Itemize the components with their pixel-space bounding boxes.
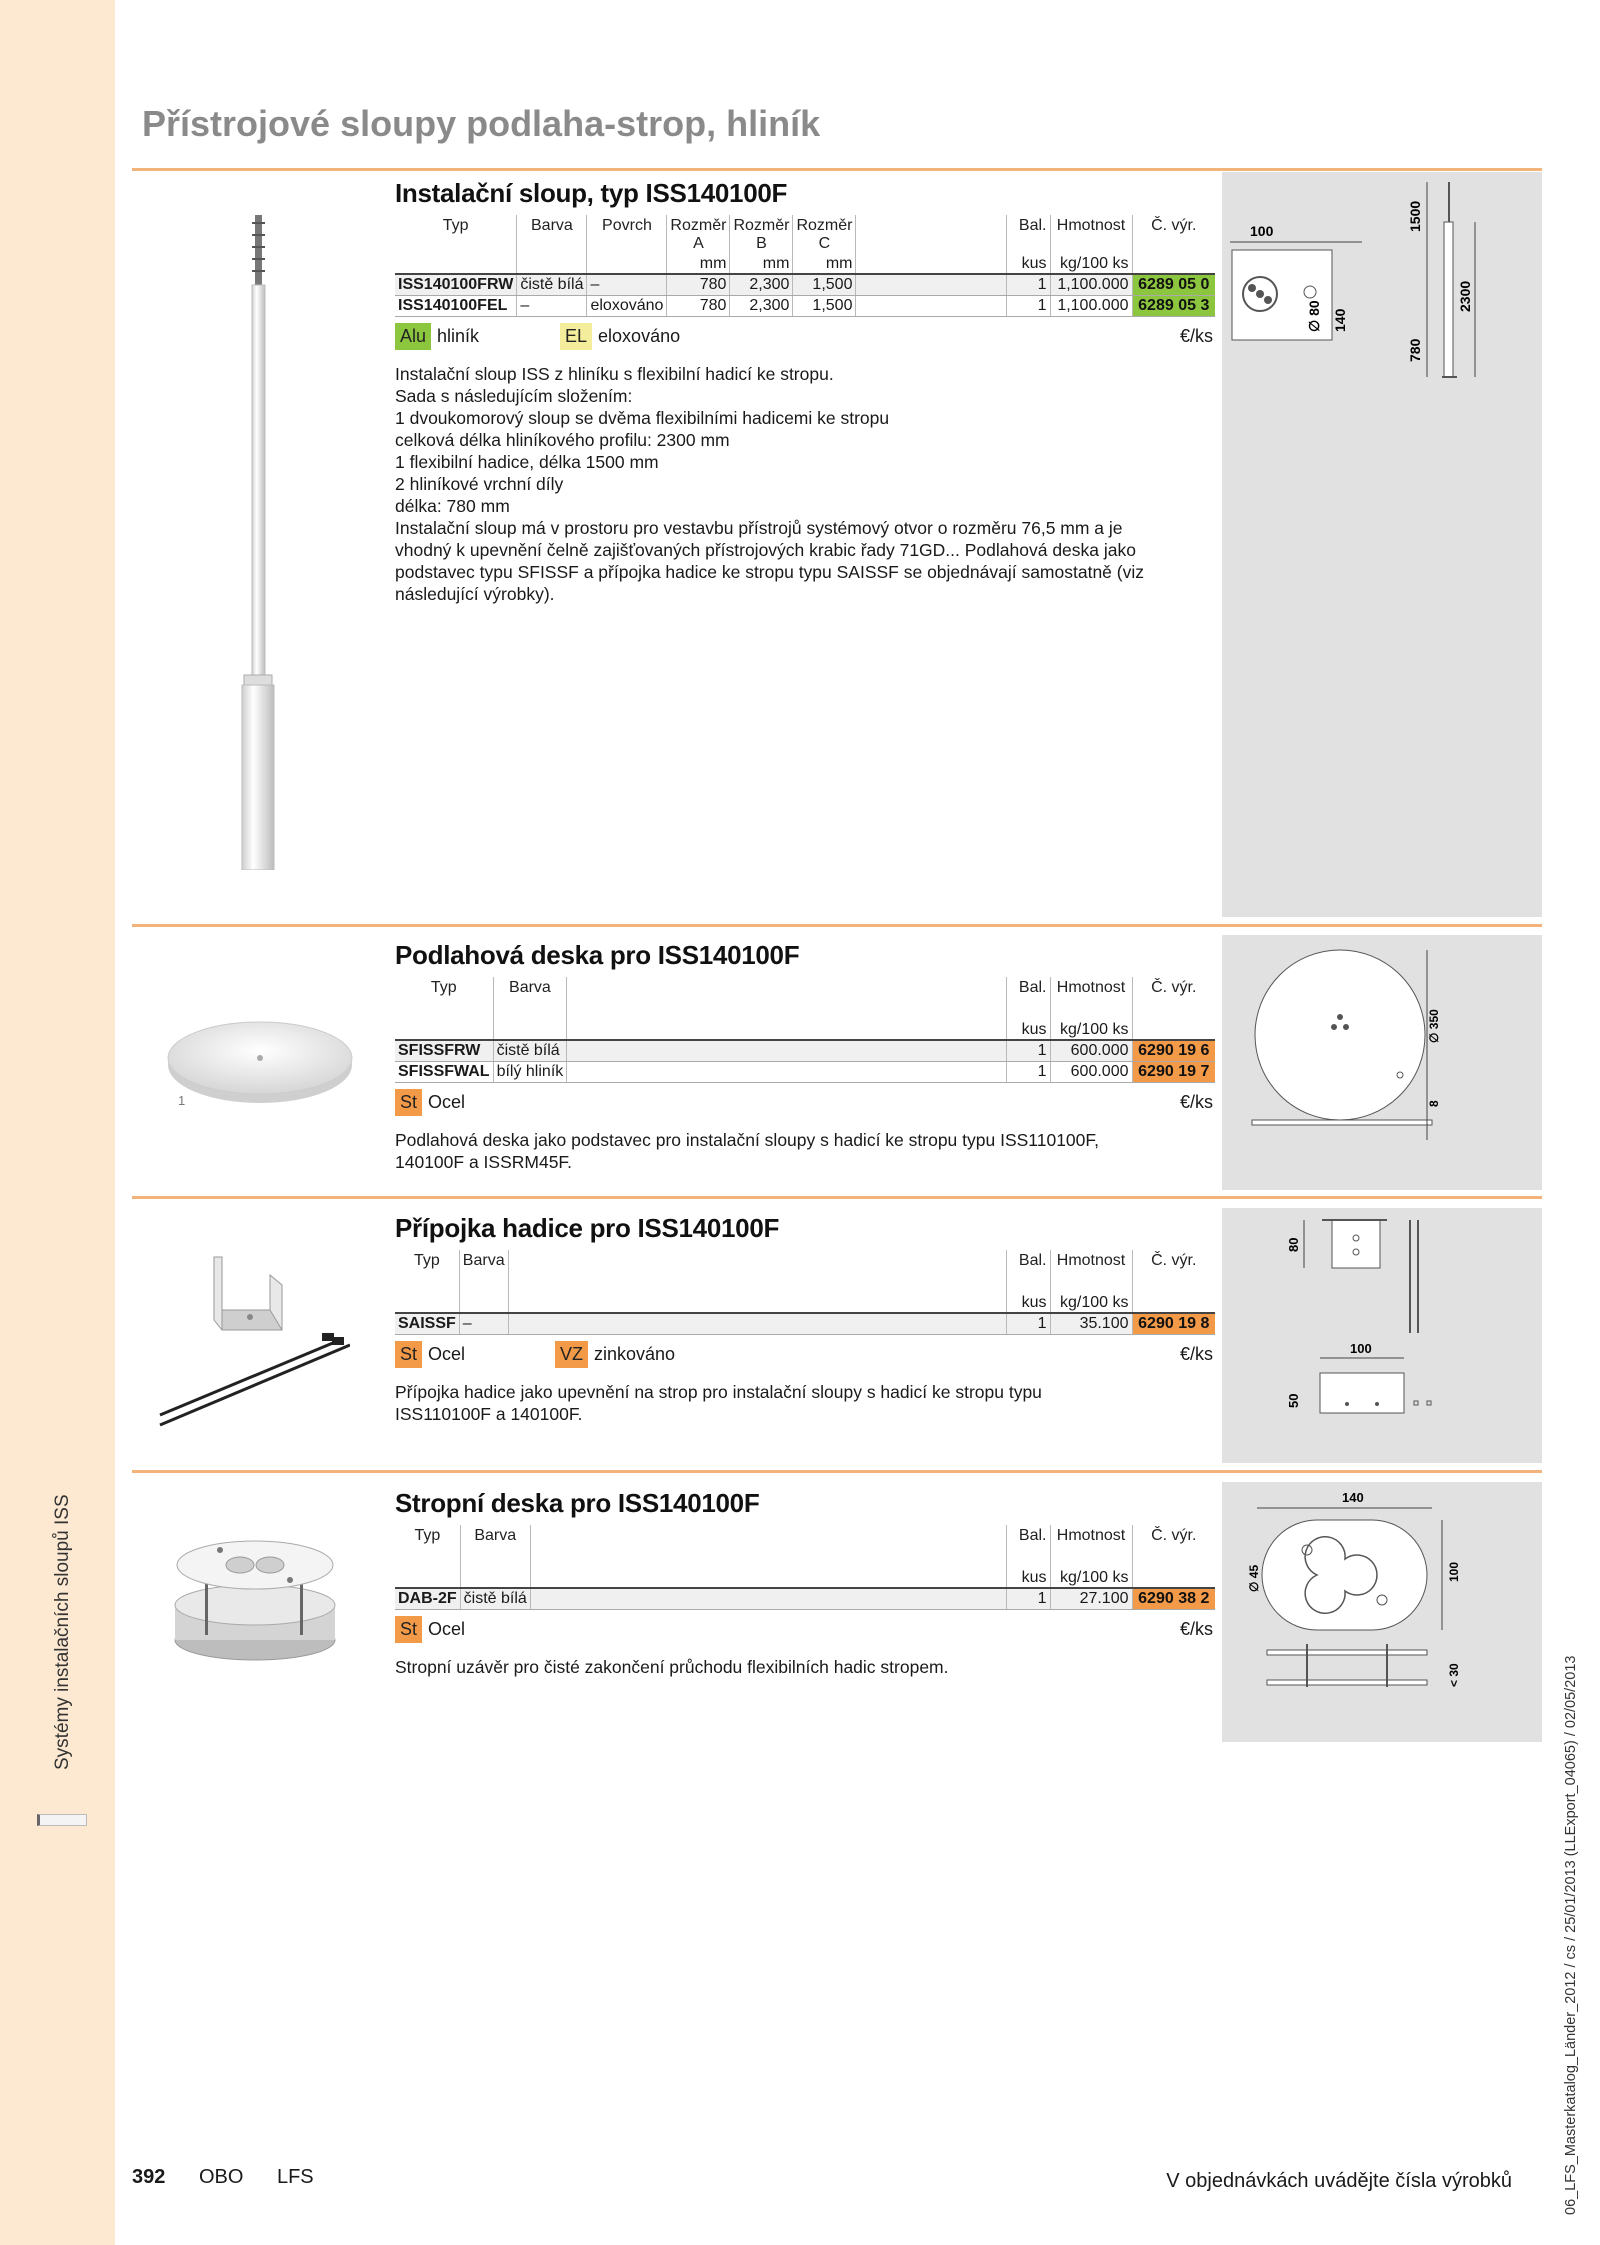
product-title: Stropní deska pro ISS140100F: [395, 1488, 760, 1518]
cell-hmotnost: 27.100: [1050, 1588, 1132, 1609]
col-header-typ: Typ: [395, 1525, 460, 1569]
dim-label: ∅ 80: [1306, 300, 1322, 332]
cell-c: 1,500: [793, 295, 856, 316]
cell-article-number: 6289 05 3: [1132, 295, 1215, 316]
cell-povrch: eloxováno: [587, 295, 667, 316]
cell-typ: SFISSFWAL: [395, 1061, 493, 1082]
col-header-povrch: Povrch: [587, 215, 667, 255]
material-badge: EL: [560, 323, 592, 350]
col-header-typ: Typ: [395, 215, 517, 255]
material-row: [395, 1341, 1215, 1375]
cell-typ: SAISSF: [395, 1313, 459, 1334]
dim-label: 100: [1350, 1341, 1372, 1356]
col-header-barva: Barva: [493, 977, 567, 1021]
material-row: [395, 323, 1215, 357]
side-strip: [0, 0, 115, 2245]
material-st: [395, 1616, 465, 1643]
dimension-drawing-floor-plate: [1222, 935, 1542, 1190]
dimension-drawing-ceiling-plate: [1222, 1482, 1542, 1742]
material-badge: Alu: [395, 323, 431, 350]
col-header-typ: Typ: [395, 977, 493, 1021]
cell-typ: SFISSFRW: [395, 1040, 493, 1061]
cell-barva: –: [517, 295, 587, 316]
col-header-bal: Bal.: [1006, 1250, 1050, 1294]
product-section-dab-2f: [395, 1488, 1215, 1678]
page-number: 392: [132, 2166, 166, 2188]
section-divider: [132, 168, 1542, 171]
product-spec-table: [395, 977, 1215, 1083]
cell-hmotnost: 35.100: [1050, 1313, 1132, 1334]
cell-article-number: 6290 19 8: [1132, 1313, 1215, 1334]
dim-label: 80: [1286, 1237, 1301, 1252]
cell-barva: čistě bílá: [517, 274, 587, 295]
cell-hmotnost: 600.000: [1050, 1040, 1132, 1061]
unit-bal: kus: [1006, 1021, 1050, 1040]
cell-bal: 1: [1006, 274, 1050, 295]
dimension-drawing-hose-connector: [1222, 1208, 1542, 1463]
material-row: [395, 1089, 1215, 1123]
material-name: Ocel: [428, 1091, 466, 1112]
footer-note: V objednávkách uvádějte čísla výrobků: [1166, 2170, 1512, 2192]
col-header-hmotnost: Hmotnost: [1050, 977, 1132, 1021]
ceiling-plate-photo: [160, 1535, 350, 1665]
footer-brand: OBO: [198, 2166, 244, 2188]
cell-article-number: 6290 19 6: [1132, 1040, 1215, 1061]
table-row: [395, 1061, 1215, 1082]
col-header-barva: Barva: [460, 1525, 530, 1569]
price-unit: €/ks: [1179, 1091, 1213, 1112]
col-header-hmotnost: Hmotnost: [1050, 215, 1132, 255]
unit-a: mm: [667, 255, 730, 274]
col-header-hmotnost: Hmotnost: [1050, 1250, 1132, 1294]
dim-label: < 30: [1447, 1663, 1461, 1687]
table-row: [395, 1588, 1215, 1609]
cell-article-number: 6289 05 0: [1132, 274, 1215, 295]
cell-povrch: –: [587, 274, 667, 295]
dim-label: 2300: [1457, 280, 1473, 312]
cell-bal: 1: [1006, 1313, 1050, 1334]
cell-a: 780: [667, 295, 730, 316]
table-row: [395, 274, 1215, 295]
material-badge: St: [395, 1089, 422, 1116]
column-thumbnail-icon: [37, 1814, 87, 1826]
col-header-cvyr: Č. výr.: [1151, 1252, 1197, 1269]
material-badge: VZ: [555, 1341, 588, 1368]
product-description: Stropní uzávěr pro čisté zakončení průchodu flexibilních hadic stropem.: [395, 1656, 949, 1677]
material-st: [395, 1341, 465, 1368]
dim-label: 50: [1286, 1393, 1301, 1408]
product-section-iss140100f: [395, 178, 1215, 605]
price-unit: €/ks: [1179, 1343, 1213, 1364]
material-name: Ocel: [428, 1343, 466, 1364]
column-photo: [222, 215, 292, 870]
product-title: Instalační sloup, typ ISS140100F: [395, 178, 788, 208]
page-code: 06_LFS_Masterkatalog_Länder_2012 / cs / 25/01/2013 (LLExport_04065) / 02/05/2013: [1563, 1655, 1579, 2215]
material-badge: St: [395, 1616, 422, 1643]
unit-bal: kus: [1006, 1294, 1050, 1313]
unit-hmotnost: kg/100 ks: [1050, 255, 1132, 274]
cell-c: 1,500: [793, 274, 856, 295]
unit-hmotnost: kg/100 ks: [1050, 1294, 1132, 1313]
product-title: Přípojka hadice pro ISS140100F: [395, 1213, 780, 1243]
cell-a: 780: [667, 274, 730, 295]
dimension-drawing-column: [1222, 172, 1542, 917]
unit-bal: kus: [1006, 1569, 1050, 1588]
cell-barva: –: [459, 1313, 508, 1334]
material-name: hliník: [437, 325, 480, 346]
cell-article-number: 6290 38 2: [1132, 1588, 1215, 1609]
col-header-bal: Bal.: [1006, 1525, 1050, 1569]
cell-hmotnost: 600.000: [1050, 1061, 1132, 1082]
cell-barva: bílý hliník: [493, 1061, 567, 1082]
product-section-sfissf: [395, 940, 1215, 1173]
product-description: Přípojka hadice jako upevnění na strop pro instalační sloupy s hadicí ke stropu typu ISS110100F a 140100F.: [395, 1381, 1042, 1424]
cell-bal: 1: [1006, 1061, 1050, 1082]
table-row: [395, 1313, 1215, 1334]
dim-label: 780: [1407, 338, 1423, 362]
cell-bal: 1: [1006, 295, 1050, 316]
material-el: [560, 323, 680, 350]
table-row: [395, 1040, 1215, 1061]
cell-typ: ISS140100FEL: [395, 295, 517, 316]
section-divider: [132, 1196, 1542, 1199]
material-name: Ocel: [428, 1618, 466, 1639]
col-header-typ: Typ: [395, 1250, 459, 1294]
table-row: [395, 295, 1215, 316]
footer-left: [132, 2166, 342, 2189]
col-header-b: Rozměr B: [730, 215, 793, 255]
cell-barva: čistě bílá: [493, 1040, 567, 1061]
material-name: eloxováno: [598, 325, 681, 346]
dim-label: ∅ 350: [1427, 1009, 1441, 1043]
dim-label: 8: [1427, 1100, 1441, 1107]
page-title: Přístrojové sloupy podlaha-strop, hliník: [142, 103, 821, 144]
price-unit: €/ks: [1179, 325, 1213, 346]
material-vz: [555, 1341, 675, 1368]
cell-typ: ISS140100FRW: [395, 274, 517, 295]
product-title: Podlahová deska pro ISS140100F: [395, 940, 800, 970]
sidebar-label: Systémy instalačních sloupů ISS: [52, 1494, 73, 1770]
hose-connector-photo: [150, 1245, 350, 1435]
dim-label: 140: [1332, 308, 1348, 332]
cell-b: 2,300: [730, 295, 793, 316]
product-spec-table: [395, 1525, 1215, 1610]
section-divider: [132, 1470, 1542, 1473]
cell-typ: DAB-2F: [395, 1588, 460, 1609]
col-header-hmotnost: Hmotnost: [1050, 1525, 1132, 1569]
dim-label: 100: [1250, 223, 1274, 239]
material-alu: [395, 323, 479, 350]
material-row: [395, 1616, 1215, 1650]
cell-b: 2,300: [730, 274, 793, 295]
product-section-saissf: [395, 1213, 1215, 1425]
price-unit: €/ks: [1179, 1618, 1213, 1639]
cell-hmotnost: 1,100.000: [1050, 274, 1132, 295]
product-spec-table: [395, 215, 1215, 317]
col-header-cvyr: Č. výr.: [1151, 1527, 1197, 1544]
unit-hmotnost: kg/100 ks: [1050, 1021, 1132, 1040]
footer-line: LFS: [276, 2166, 314, 2188]
col-header-cvyr: Č. výr.: [1151, 979, 1197, 996]
unit-hmotnost: kg/100 ks: [1050, 1569, 1132, 1588]
col-header-a: Rozměr A: [667, 215, 730, 255]
product-spec-table: [395, 1250, 1215, 1335]
material-name: zinkováno: [594, 1343, 676, 1364]
col-header-barva: Barva: [517, 215, 587, 255]
cell-bal: 1: [1006, 1040, 1050, 1061]
cell-barva: čistě bílá: [460, 1588, 530, 1609]
dim-label: 1500: [1407, 200, 1423, 232]
col-header-c: Rozměr C: [793, 215, 856, 255]
dim-label: 100: [1447, 1561, 1461, 1582]
cell-bal: 1: [1006, 1588, 1050, 1609]
material-badge: St: [395, 1341, 422, 1368]
col-header-bal: Bal.: [1006, 977, 1050, 1021]
unit-bal: kus: [1006, 255, 1050, 274]
product-description: Instalační sloup ISS z hliníku s flexibilní hadicí ke stropu. Sada s následujícím složením: 1 dvoukomorový sloup se dvěma flexibilními hadicemi ke stropu celková délka hliníkového profilu: 2300 mm 1 flexibilní hadice, délka 1500 mm 2 hliníkové vrchní díly délka: 780 mm Instalační sloup má v prostoru pro vestavbu přístrojů systémový otvor o rozměru 76,5 mm a je vhodný k upevnění čelně zajišťovaných přístrojových krabic řady 71GD... Podlahová deska jako podstavec typu SFISSF a přípojka hadice ke stropu typu SAISSF se objednávají samostatně (viz následující výrobky).: [395, 363, 1144, 604]
product-description: Podlahová deska jako podstavec pro instalační sloupy s hadicí ke stropu typu ISS110100F, 140100F a ISSRM45F.: [395, 1129, 1099, 1172]
col-header-bal: Bal.: [1006, 215, 1050, 255]
dim-label: ∅ 45: [1247, 1564, 1261, 1592]
photo-callout: 1: [178, 1093, 186, 1108]
cell-hmotnost: 1,100.000: [1050, 295, 1132, 316]
unit-b: mm: [730, 255, 793, 274]
cell-article-number: 6290 19 7: [1132, 1061, 1215, 1082]
unit-c: mm: [793, 255, 856, 274]
material-st: [395, 1089, 465, 1116]
col-header-barva: Barva: [459, 1250, 508, 1294]
floor-plate-photo: [160, 1010, 360, 1115]
section-divider: [132, 924, 1542, 927]
dim-label: 140: [1342, 1490, 1364, 1505]
col-header-cvyr: Č. výr.: [1151, 217, 1197, 234]
